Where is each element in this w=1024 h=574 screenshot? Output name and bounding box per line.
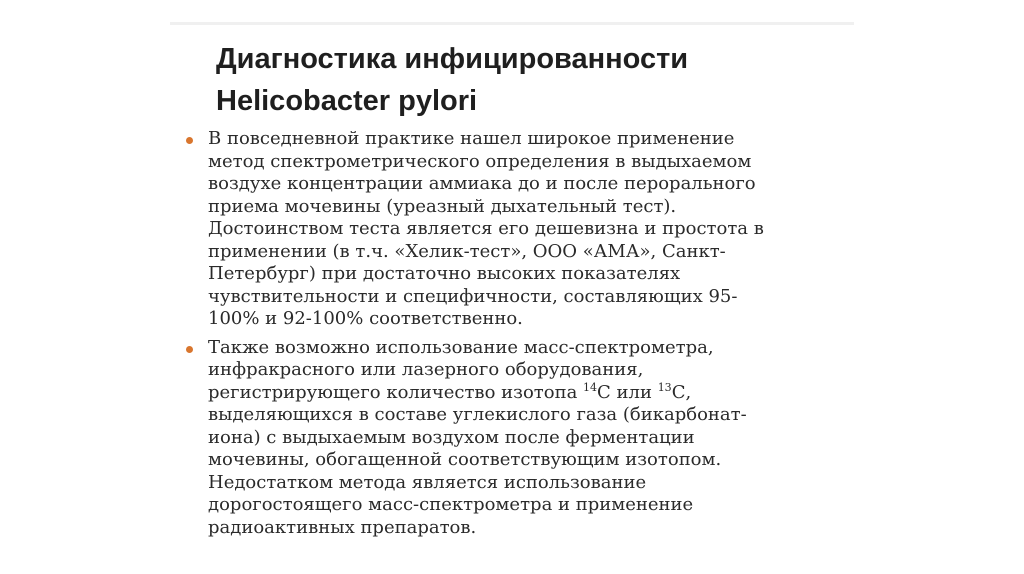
bullet-1-line: чувствительности и специфичности, составляющих 95-: [208, 285, 738, 307]
bullet-1-line: метод спектрометрического определения в выдыхаемом: [208, 150, 752, 172]
isotope-text-a: регистрирующего количество изотопа: [208, 381, 584, 403]
isotope-text-b: С или: [597, 381, 658, 403]
bullet-2-line: мочевины, обогащенной соответствующим изотопом.: [208, 449, 722, 470]
bullet-2-line: радиоактивных препаратов.: [208, 516, 477, 538]
slide-title: [216, 38, 856, 122]
title-line-1: Диагностика инфицированности: [216, 43, 689, 75]
bullet-2-line: инфракрасного или лазерного оборудования,: [208, 359, 644, 380]
bullet-dot-icon: [186, 137, 193, 144]
bullet-1-line: Достоинством теста является его дешевизна и простота в: [208, 218, 764, 239]
isotope-13-superscript: 13: [657, 380, 672, 394]
bullet-1-line: В повседневной практике нашел широкое применение: [208, 128, 735, 149]
top-divider: [170, 22, 854, 25]
isotope-14-superscript: 14: [583, 380, 598, 394]
bullet-list: [186, 128, 846, 545]
bullet-1-line: применении (в т.ч. «Хелик-тест», ООО «АМА», Санкт-: [208, 240, 726, 262]
bullet-1-line: воздухе концентрации аммиака до и после перорального: [208, 173, 756, 194]
bullet-1-line: приема мочевины (уреазный дыхательный тест).: [208, 195, 677, 217]
bullet-dot-icon: [186, 346, 193, 353]
bullet-item-1: [186, 128, 846, 331]
isotope-text-c: С,: [671, 381, 692, 403]
bullet-2-line: дорогостоящего масс-спектрометра и применение: [208, 494, 694, 515]
bullet-2-line: иона) с выдыхаемым воздухом после ферментации: [208, 426, 695, 448]
bullet-2-line: Также возможно использование масс-спектрометра,: [208, 336, 714, 358]
bullet-1-line: Петербург) при достаточно высоких показателях: [208, 263, 681, 284]
bullet-2-line: Недостатком метода является использование: [208, 471, 647, 493]
bullet-2-line: выделяющихся в составе углекислого газа (бикарбонат-: [208, 404, 747, 425]
bullet-item-2: [186, 337, 846, 540]
bullet-1-line: 100% и 92-100% соответственно.: [208, 308, 523, 329]
bullet-2-isotope-line: [208, 382, 846, 405]
title-line-2: Helicobacter pylori: [216, 85, 478, 117]
